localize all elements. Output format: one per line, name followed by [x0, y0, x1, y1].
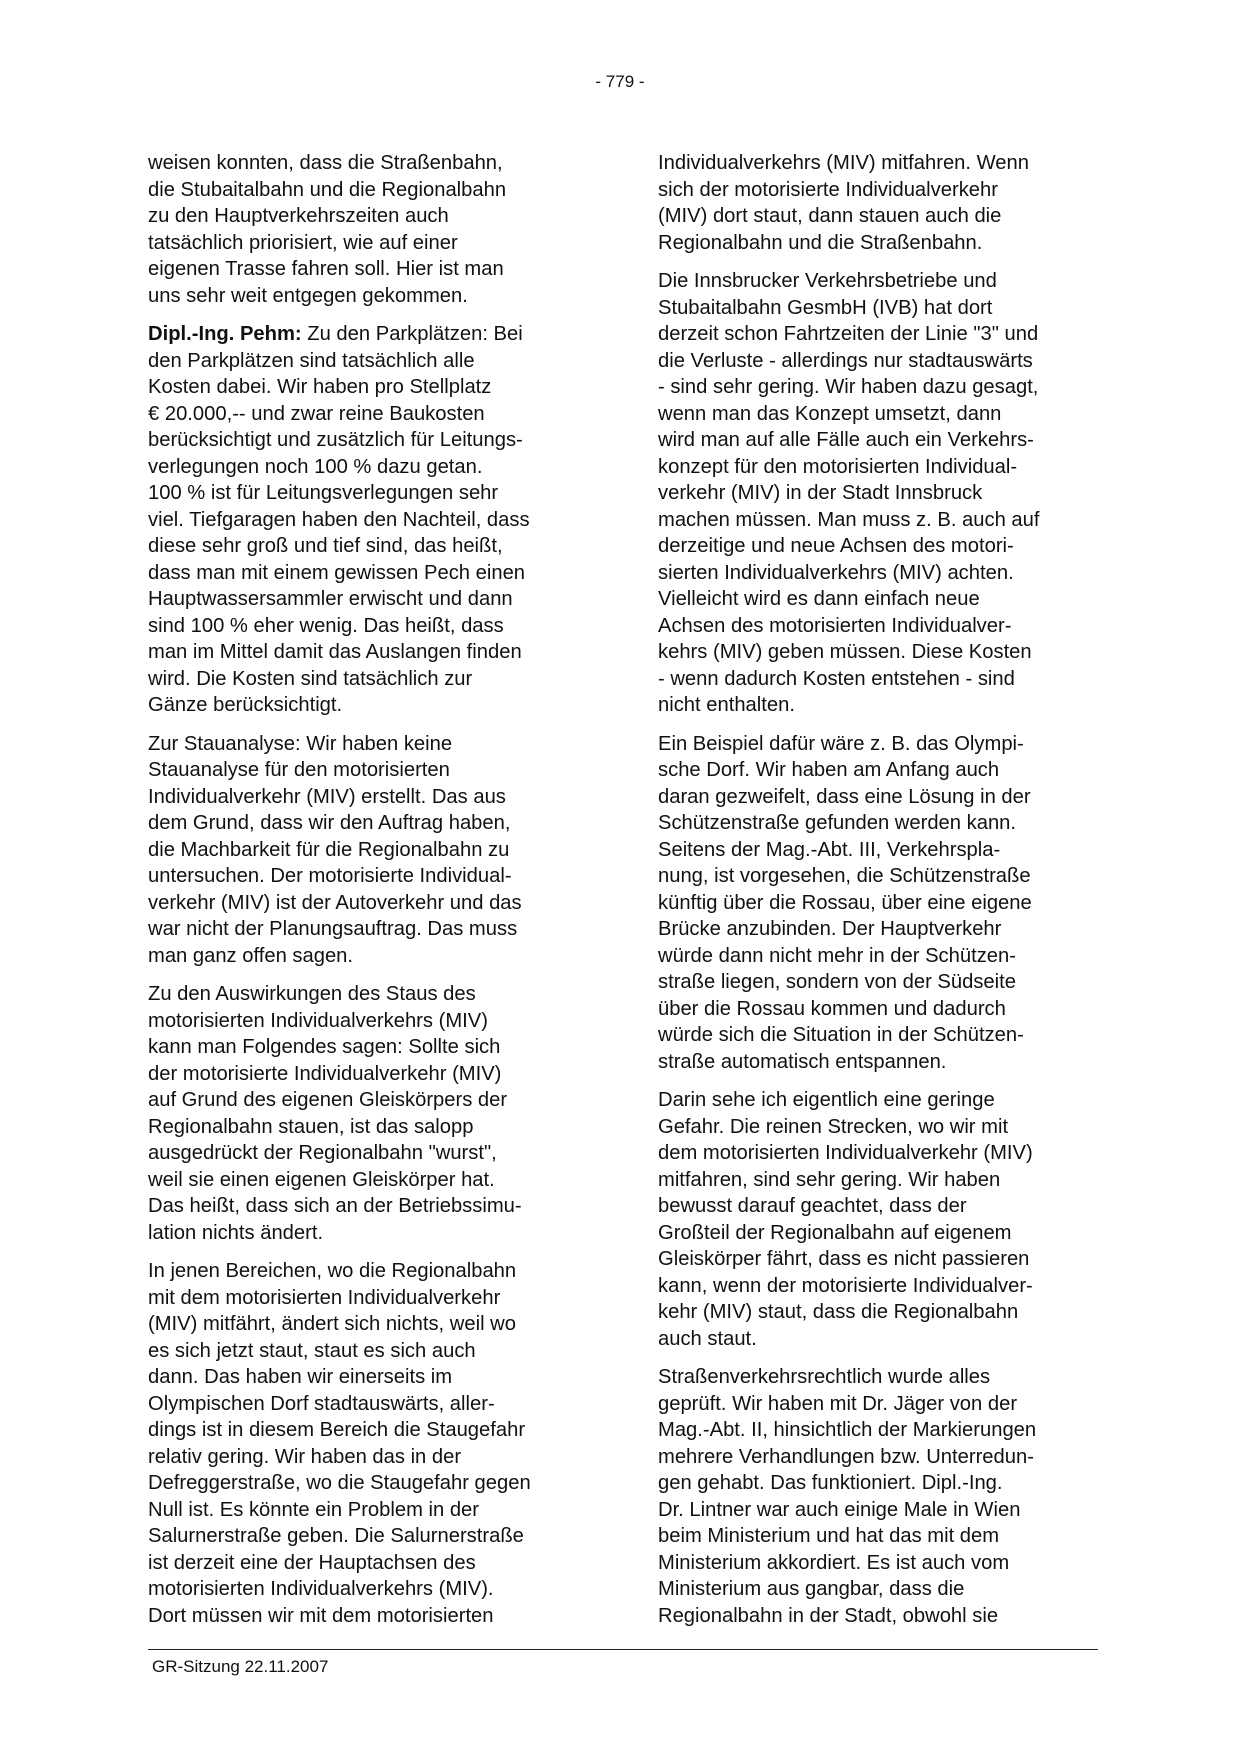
text-line: [148, 427, 588, 454]
line-text: berücksichtigt und zusätzlich für Leitungs-: [148, 429, 523, 451]
text-line: [658, 969, 1098, 996]
text-line: [148, 1576, 588, 1603]
line-text: Zu den Auswirkungen des Staus des: [148, 983, 476, 1005]
line-text: die Stubaitalbahn und die Regionalbahn: [148, 178, 507, 201]
line-text: - wenn dadurch Kosten entstehen - sind: [658, 667, 1015, 690]
line-text: es sich jetzt staut, staut es sich auch: [148, 1339, 476, 1362]
footer-session-date: GR-Sitzung 22.11.2007: [152, 1657, 329, 1676]
line-text: Vielleicht wird es dann einfach neue: [658, 588, 980, 610]
line-text: dem motorisierten Individualverkehr (MIV): [658, 1142, 1033, 1164]
line-text: diese sehr groß und tief sind, das heißt,: [148, 535, 503, 557]
text-line: [658, 890, 1098, 917]
line-text: würde dann nicht mehr in der Schützen-: [658, 944, 1016, 967]
text-line: [658, 1391, 1098, 1418]
line-text: Gleiskörper fährt, dass es nicht passieren: [658, 1248, 1030, 1270]
line-text: auf Grund des eigenen Gleiskörpers der: [148, 1089, 508, 1111]
text-line: [658, 321, 1098, 348]
left-column: [148, 150, 588, 1641]
paragraph: [658, 1364, 1098, 1629]
line-text: Olympischen Dorf stadtauswärts, aller-: [148, 1392, 495, 1415]
text-line: [148, 177, 588, 204]
text-line: [658, 1167, 1098, 1194]
text-line: [148, 348, 588, 375]
text-line: [148, 454, 588, 481]
right-column: [658, 150, 1098, 1641]
text-line: [658, 533, 1098, 560]
line-text: verlegungen noch 100 % dazu getan.: [148, 455, 483, 478]
line-text: (MIV) dort staut, dann stauen auch die: [658, 205, 1002, 227]
text-line: [658, 560, 1098, 587]
text-line: [658, 1550, 1098, 1577]
line-text: Regionalbahn stauen, ist das salopp: [148, 1115, 474, 1138]
line-text: viel. Tiefgaragen haben den Nachteil, dass: [148, 508, 530, 531]
line-text: derzeitige und neue Achsen des motori-: [658, 535, 1014, 557]
text-line: [658, 837, 1098, 864]
line-text: motorisierten Individualverkehrs (MIV): [148, 1009, 488, 1032]
line-text: eigenen Trasse fahren soll. Hier ist man: [148, 258, 504, 280]
line-text: mehrere Verhandlungen bzw. Unterredun-: [658, 1445, 1034, 1468]
line-text: man im Mittel damit das Auslangen finden: [148, 641, 522, 663]
text-line: [148, 374, 588, 401]
text-line: [658, 1576, 1098, 1603]
text-line: [658, 757, 1098, 784]
text-line: [658, 1497, 1098, 1524]
text-line: [148, 810, 588, 837]
line-text: verkehr (MIV) ist der Autoverkehr und das: [148, 891, 522, 914]
line-text: sind 100 % eher wenig. Das heißt, dass: [148, 614, 504, 637]
line-text: Zu den Parkplätzen: Bei: [301, 323, 523, 345]
text-line: [658, 810, 1098, 837]
text-line: [658, 401, 1098, 428]
line-text: Ministerium aus gangbar, dass die: [658, 1578, 965, 1600]
line-text: derzeit schon Fahrtzeiten der Linie "3" und: [658, 323, 1039, 345]
paragraph: [148, 981, 588, 1246]
text-line: [148, 480, 588, 507]
text-line: [148, 890, 588, 917]
line-text: die Verluste - allerdings nur stadtauswärts: [658, 349, 1033, 372]
text-line: [658, 666, 1098, 693]
text-line: [148, 757, 588, 784]
line-text: ist derzeit eine der Hauptachsen des: [148, 1551, 476, 1574]
line-text: Null ist. Es könnte ein Problem in der: [148, 1498, 480, 1521]
line-text: Darin sehe ich eigentlich eine geringe: [658, 1089, 995, 1111]
text-line: [658, 1087, 1098, 1114]
text-line: [658, 996, 1098, 1023]
paragraph: [148, 731, 588, 970]
line-text: auch staut.: [658, 1327, 757, 1350]
text-line: [148, 1603, 588, 1630]
text-line: [658, 454, 1098, 481]
text-line: [658, 1326, 1098, 1353]
line-text: wenn man das Konzept umsetzt, dann: [658, 402, 1002, 425]
line-text: Dort müssen wir mit dem motorisierten: [148, 1604, 494, 1627]
line-text: gen gehabt. Das funktioniert. Dipl.-Ing.: [658, 1472, 1003, 1494]
text-line: [658, 692, 1098, 719]
line-text: Dr. Lintner war auch einige Male in Wien: [658, 1498, 1021, 1521]
text-line: [658, 177, 1098, 204]
paragraph: [658, 150, 1098, 256]
text-line: [148, 507, 588, 534]
text-line: [658, 1140, 1098, 1167]
text-line: [658, 348, 1098, 375]
line-text: 100 % ist für Leitungsverlegungen sehr: [148, 482, 499, 504]
line-text: Regionalbahn in der Stadt, obwohl sie: [658, 1604, 999, 1627]
line-text: dass man mit einem gewissen Pech einen: [148, 561, 526, 584]
line-text: mitfahren, sind sehr gering. Wir haben: [658, 1168, 1001, 1191]
line-text: € 20.000,-- und zwar reine Baukosten: [148, 402, 485, 425]
line-text: geprüft. Wir haben mit Dr. Jäger von der: [658, 1392, 1018, 1415]
line-text: konzept für den motorisierten Individual-: [658, 455, 1018, 478]
text-line: [658, 1022, 1098, 1049]
line-text: lation nichts ändert.: [148, 1221, 324, 1244]
line-text: beim Ministerium und hat das mit dem: [658, 1525, 1000, 1547]
text-line: [658, 480, 1098, 507]
text-line: [148, 1034, 588, 1061]
line-text: Großteil der Regionalbahn auf eigenem: [658, 1221, 1012, 1244]
text-line: [658, 1417, 1098, 1444]
line-text: wird man auf alle Fälle auch ein Verkehrs-: [658, 429, 1034, 451]
text-line: [658, 507, 1098, 534]
line-text: Das heißt, dass sich an der Betriebssimu-: [148, 1195, 522, 1217]
paragraph: [658, 731, 1098, 1076]
text-line: [658, 295, 1098, 322]
line-text: nung, ist vorgesehen, die Schützenstraße: [658, 865, 1031, 887]
line-text: Individualverkehr (MIV) erstellt. Das aus: [148, 785, 506, 808]
text-line: [148, 1285, 588, 1312]
line-text: motorisierten Individualverkehrs (MIV).: [148, 1578, 494, 1600]
line-text: ausgedrückt der Regionalbahn "wurst",: [148, 1142, 497, 1164]
text-line: [148, 1470, 588, 1497]
text-line: [148, 283, 588, 310]
footer-divider: [148, 1649, 1098, 1650]
line-text: Gänze berücksichtigt.: [148, 694, 343, 716]
text-line: [148, 1550, 588, 1577]
line-text: verkehr (MIV) in der Stadt Innsbruck: [658, 482, 983, 504]
text-line: [148, 981, 588, 1008]
line-text: Hauptwassersammler erwischt und dann: [148, 588, 513, 610]
text-line: [658, 150, 1098, 177]
line-text: weil sie einen eigenen Gleiskörper hat.: [148, 1168, 495, 1191]
line-text: dem Grund, dass wir den Auftrag haben,: [148, 812, 511, 834]
line-text: relativ gering. Wir haben das in der: [148, 1445, 462, 1468]
text-line: [148, 1167, 588, 1194]
line-text: den Parkplätzen sind tatsächlich alle: [148, 349, 475, 372]
line-text: Mag.-Abt. II, hinsichtlich der Markierungen: [658, 1419, 1037, 1441]
line-text: machen müssen. Man muss z. B. auch auf: [658, 508, 1040, 531]
line-text: straße liegen, sondern von der Südseite: [658, 971, 1016, 993]
text-line: [658, 1299, 1098, 1326]
text-line: [148, 1338, 588, 1365]
line-text: Kosten dabei. Wir haben pro Stellplatz: [148, 376, 492, 398]
text-line: [658, 784, 1098, 811]
line-text: Individualverkehrs (MIV) mitfahren. Wenn: [658, 152, 1029, 174]
line-text: In jenen Bereichen, wo die Regionalbahn: [148, 1260, 517, 1282]
line-text: Achsen des motorisierten Individualver-: [658, 614, 1012, 637]
paragraph: [148, 150, 588, 309]
line-text: daran gezweifelt, dass eine Lösung in der: [658, 785, 1031, 808]
text-line: [148, 401, 588, 428]
text-line: [148, 1220, 588, 1247]
text-line: [658, 916, 1098, 943]
text-line: [148, 1444, 588, 1471]
text-line: [148, 1087, 588, 1114]
line-text: Seitens der Mag.-Abt. III, Verkehrspla-: [658, 838, 1001, 861]
text-line: [148, 1523, 588, 1550]
speaker-name: Dipl.-Ing. Pehm:: [148, 323, 302, 345]
line-text: Schützenstraße gefunden werden kann.: [658, 812, 1017, 834]
text-line: [658, 586, 1098, 613]
text-line: [148, 916, 588, 943]
line-text: kann, wenn der motorisierte Individualver-: [658, 1274, 1033, 1297]
text-line: [148, 1258, 588, 1285]
line-text: untersuchen. Der motorisierte Individual-: [148, 865, 512, 887]
text-line: [658, 1049, 1098, 1076]
text-line: [658, 1523, 1098, 1550]
line-text: tatsächlich priorisiert, wie auf einer: [148, 231, 458, 254]
paragraph: [658, 1087, 1098, 1352]
line-text: Ministerium akkordiert. Es ist auch vom: [658, 1551, 1010, 1574]
text-line: [148, 1193, 588, 1220]
text-line: [148, 943, 588, 970]
line-text: die Machbarkeit für die Regionalbahn zu: [148, 838, 510, 861]
line-text: - sind sehr gering. Wir haben dazu gesagt,: [658, 376, 1039, 398]
text-line: [658, 230, 1098, 257]
line-text: sich der motorisierte Individualverkehr: [658, 178, 998, 201]
line-text: Gefahr. Die reinen Strecken, wo wir mit: [658, 1115, 1009, 1138]
text-line: [658, 1220, 1098, 1247]
text-line: [148, 863, 588, 890]
line-text: dings ist in diesem Bereich die Staugefahr: [148, 1419, 526, 1441]
paragraph: [658, 268, 1098, 719]
text-line: [148, 1114, 588, 1141]
line-text: Straßenverkehrsrechtlich wurde alles: [658, 1366, 991, 1388]
text-line: [658, 1603, 1098, 1630]
text-line: [148, 1391, 588, 1418]
text-line: [148, 256, 588, 283]
text-line: [658, 427, 1098, 454]
line-text: war nicht der Planungsauftrag. Das muss: [148, 918, 518, 940]
text-line: [148, 203, 588, 230]
text-line: [148, 784, 588, 811]
text-line: [658, 203, 1098, 230]
text-line: [148, 1497, 588, 1524]
line-text: nicht enthalten.: [658, 694, 795, 716]
line-text: Defreggerstraße, wo die Staugefahr gegen: [148, 1472, 531, 1494]
line-text: Zur Stauanalyse: Wir haben keine: [148, 732, 453, 755]
text-line: [658, 863, 1098, 890]
line-text: uns sehr weit entgegen gekommen.: [148, 284, 468, 307]
text-line: [148, 639, 588, 666]
line-text: straße automatisch entspannen.: [658, 1050, 947, 1073]
text-line: [148, 692, 588, 719]
text-line: [148, 230, 588, 257]
line-text: der motorisierte Individualverkehr (MIV): [148, 1062, 502, 1085]
line-text: wird. Die Kosten sind tatsächlich zur: [148, 667, 473, 690]
text-line: [148, 1008, 588, 1035]
line-text: kehrs (MIV) geben müssen. Diese Kosten: [658, 641, 1032, 663]
page-number: - 779 -: [595, 72, 645, 91]
line-text: Stubaitalbahn GesmbH (IVB) hat dort: [658, 296, 993, 319]
line-text: sche Dorf. Wir haben am Anfang auch: [658, 759, 1000, 781]
text-line: [658, 1470, 1098, 1497]
text-line: [658, 731, 1098, 758]
text-line: [148, 533, 588, 560]
text-line: [148, 1364, 588, 1391]
text-line: [148, 321, 588, 348]
paragraph: [148, 1258, 588, 1629]
text-line: [148, 837, 588, 864]
text-line: [148, 560, 588, 587]
text-line: [658, 1246, 1098, 1273]
text-line: [658, 1273, 1098, 1300]
text-line: [658, 268, 1098, 295]
text-line: [148, 150, 588, 177]
text-line: [148, 1061, 588, 1088]
text-line: [658, 943, 1098, 970]
line-text: über die Rossau kommen und dadurch: [658, 997, 1006, 1020]
text-line: [148, 666, 588, 693]
line-text: dann. Das haben wir einerseits im: [148, 1366, 453, 1388]
text-line: [658, 1444, 1098, 1471]
text-line: [148, 586, 588, 613]
line-text: sierten Individualverkehrs (MIV) achten.: [658, 561, 1014, 584]
line-text: Salurnerstraße geben. Die Salurnerstraße: [148, 1525, 524, 1547]
text-line: [148, 613, 588, 640]
text-line: [658, 613, 1098, 640]
line-text: Brücke anzubinden. Der Hauptverkehr: [658, 918, 1002, 940]
line-text: mit dem motorisierten Individualverkehr: [148, 1286, 501, 1309]
line-text: würde sich die Situation in der Schützen-: [658, 1024, 1024, 1046]
text-line: [148, 1140, 588, 1167]
text-line: [658, 1364, 1098, 1391]
line-text: Die Innsbrucker Verkehrsbetriebe und: [658, 270, 997, 292]
line-text: man ganz offen sagen.: [148, 944, 354, 967]
line-text: Stauanalyse für den motorisierten: [148, 759, 450, 781]
text-line: [658, 374, 1098, 401]
text-line: [658, 1193, 1098, 1220]
line-text: Regionalbahn und die Straßenbahn.: [658, 231, 983, 254]
paragraph: [148, 321, 588, 719]
line-text: künftig über die Rossau, über eine eigene: [658, 891, 1032, 914]
text-line: [148, 731, 588, 758]
text-line: [658, 639, 1098, 666]
line-text: weisen konnten, dass die Straßenbahn,: [148, 152, 503, 174]
line-text: bewusst darauf geachtet, dass der: [658, 1195, 967, 1217]
text-line: [148, 1417, 588, 1444]
line-text: zu den Hauptverkehrszeiten auch: [148, 205, 449, 227]
line-text: kehr (MIV) staut, dass die Regionalbahn: [658, 1301, 1019, 1323]
text-line: [658, 1114, 1098, 1141]
text-line: [148, 1311, 588, 1338]
line-text: kann man Folgendes sagen: Sollte sich: [148, 1036, 501, 1058]
line-text: Ein Beispiel dafür wäre z. B. das Olympi-: [658, 732, 1024, 755]
line-text: (MIV) mitfährt, ändert sich nichts, weil wo: [148, 1313, 516, 1335]
